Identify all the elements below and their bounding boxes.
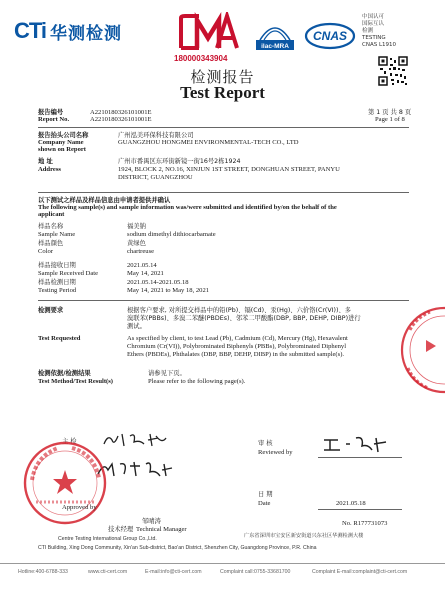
date-label-en: Date [258, 500, 271, 507]
inspector-signature-icon [100, 430, 170, 450]
testing-period-cn: 2021.05.14-2021.05.18 [127, 279, 189, 286]
cti-brand-mark: CTi [14, 18, 47, 43]
test-requested-en-line-3: Ethers (PBDEs), Phthalates (DBP, BBP, DEHP, DIBP) in the submitted sample(s). [127, 351, 345, 358]
cnas-logo-icon [304, 20, 356, 52]
received-date-en: May 14, 2021 [127, 270, 164, 277]
ilac-label: ilac-MRA [261, 43, 289, 50]
test-method-en: Please refer to the following page(s). [148, 378, 246, 385]
sample-name-cn: 福美钠 [127, 223, 146, 230]
accreditation-line: CNAS L1910 [362, 42, 397, 48]
sample-intro-en-line-2: applicant [38, 211, 65, 218]
footer-email: E-mail:info@cti-cert.com [145, 569, 202, 575]
test-requested-en-line-2: Chromium (Cr(VI)), Polybrominated Biphenyls (PBBs), Polybrominated Diphenyl [127, 343, 347, 350]
test-method-label-en: Test Method/Test Result(s) [38, 378, 113, 385]
footer-website: www.cti-cert.com [88, 569, 128, 575]
test-requested-cn-line-3: 测试。 [127, 323, 146, 330]
received-date-label-cn: 样品接收日期 [38, 262, 76, 269]
test-requested-cn-line-2: 溴联苯(PBBs)、多溴二苯醚(PBDEs)、邻苯二甲酸酯(DBP, BBP, DEHP, DIBP)进行 [127, 315, 361, 322]
sample-name-label-en: Sample Name [38, 231, 76, 238]
sample-color-en: chartreuse [127, 248, 155, 255]
footer-complaint-call: Complaint call:0755-33681700 [220, 569, 291, 575]
footer-address-en: CTI Building, Xing Dong Community, Xin'an Sub-district, Bao'an District, Shenzhen City, Guangdong Province, P.R. China [38, 545, 317, 551]
cnas-label: CNAS [312, 29, 348, 43]
inspector-label-cn: 主 检 [62, 438, 77, 445]
company-name-cn: 广州泓美环保科技有限公司 [118, 132, 194, 139]
report-no-label-cn: 报告编号 [38, 109, 64, 116]
company-label-cn: 报告抬头公司名称 [38, 132, 89, 139]
report-title-en: Test Report [180, 83, 265, 102]
report-no-value-cn: A2210180326101001E [90, 109, 152, 116]
test-requested-label-en: Test Requested [38, 335, 81, 342]
sample-color-label-en: Color [38, 248, 54, 255]
testing-period-label-cn: 样品检测日期 [38, 279, 76, 286]
page-indicator-cn: 第 1 页 共 8 页 [368, 109, 412, 116]
divider [38, 127, 409, 128]
address-cn: 广州市番禺区东环街新镜一街16号2栋1924 [118, 158, 241, 165]
testing-period-en: May 14, 2021 to May 18, 2021 [127, 287, 210, 294]
company-label-en-2: shown on Report [38, 146, 86, 153]
company-name-en: GUANGZHOU HONGMEI ENVIRONMENTAL-TECH CO., LTD [118, 139, 299, 146]
footer-address-cn: 广东省深圳市宝安区新安街道兴东社区华测检测大楼 [244, 533, 364, 539]
page-indicator-en: Page 1 of 8 [375, 116, 405, 123]
test-method-label-cn: 检测依据/检测结果 [38, 370, 91, 377]
sample-intro-en-line-1: The following sample(s) and sample information was/were submitted and identified by/on the behalf of the [38, 204, 337, 211]
reviewer-signature-icon [320, 434, 390, 454]
cma-logo-icon [177, 12, 239, 52]
certificate-number: No. R177731073 [342, 520, 388, 527]
approver-title-cn: 技术经理 [108, 526, 134, 533]
date-label-cn: 日 期 [258, 491, 273, 498]
accreditation-line: TESTING [362, 35, 386, 41]
divider [38, 300, 409, 301]
sample-color-label-cn: 样品颜色 [38, 240, 64, 247]
test-requested-cn-line-1: 根据客户要求, 对所提交样品中的铅(Pb)、镉(Cd)、汞(Hg)、六价铬(Cr(VI))、多 [127, 307, 352, 314]
approved-by-label: Approved by [62, 504, 97, 511]
report-no-value-en: A2210180326101001E [90, 116, 152, 123]
footer-company-name: Centre Testing International Group Co.,Ltd. [58, 536, 157, 542]
report-title-cn: 检测报告 [190, 68, 255, 86]
company-label-en: Company Name [38, 139, 84, 146]
report-no-label-en: Report No. [38, 116, 70, 123]
divider [38, 192, 409, 193]
test-requested-label-cn: 检测要求 [38, 307, 64, 314]
reviewer-label-en: Reviewed by [258, 449, 293, 456]
address-label-en: Address [38, 166, 61, 173]
cti-logo [14, 18, 122, 44]
sample-intro-cn: 以下测试之样品及样品信息由申请者提供并确认 [38, 197, 171, 204]
address-en-line-2: DISTRICT, GUANGZHOU [118, 174, 193, 181]
test-requested-en-line-1: As specified by client, to test Lead (Pb), Cadmium (Cd), Mercury (Hg), Hexavalent [127, 335, 348, 342]
testing-period-label-en: Testing Period [38, 287, 77, 294]
received-date-cn: 2021.05.14 [127, 262, 157, 269]
footer-hotline: Hotline:400-6788-333 [18, 569, 68, 575]
sample-name-en: sodium dimethyl dithiocarbamate [127, 231, 216, 238]
approver-name-cn: 邹晴涛 [142, 518, 161, 525]
sample-color-cn: 黄绿色 [127, 240, 146, 247]
footer-complaint-email: Complaint E-mail:complaint@cti-cert.com [312, 569, 408, 575]
approver-title-en: Technical Manager [136, 526, 187, 533]
date-sign-line [318, 509, 402, 510]
address-en-line-1: 1924, BLOCK 2, NO.16, XINJUN 1ST STREET, DONGHUAN STREET, PANYU [118, 166, 340, 173]
address-label-cn: 地 址 [38, 158, 53, 165]
footer-divider [0, 563, 445, 564]
cma-phone-number: 180000343904 [174, 54, 228, 63]
accreditation-line: 中国认可 [362, 14, 385, 20]
received-date-label-en: Sample Received Date [38, 270, 99, 277]
ilac-mra-logo-icon [254, 20, 296, 56]
cti-brand-name: 华测检测 [50, 23, 123, 44]
test-method-cn: 请参见下页。 [148, 370, 186, 377]
company-seal-icon [22, 440, 108, 526]
accreditation-text [362, 14, 396, 49]
reviewer-label-cn: 审 核 [258, 440, 273, 447]
accreditation-line: 检测 [362, 28, 374, 34]
report-date: 2021.05.18 [336, 500, 366, 507]
reviewer-sign-line [318, 457, 402, 458]
inspection-seal-icon [396, 300, 445, 400]
accreditation-line: 国际互认 [362, 21, 385, 27]
sample-name-label-cn: 样品名称 [38, 223, 64, 230]
